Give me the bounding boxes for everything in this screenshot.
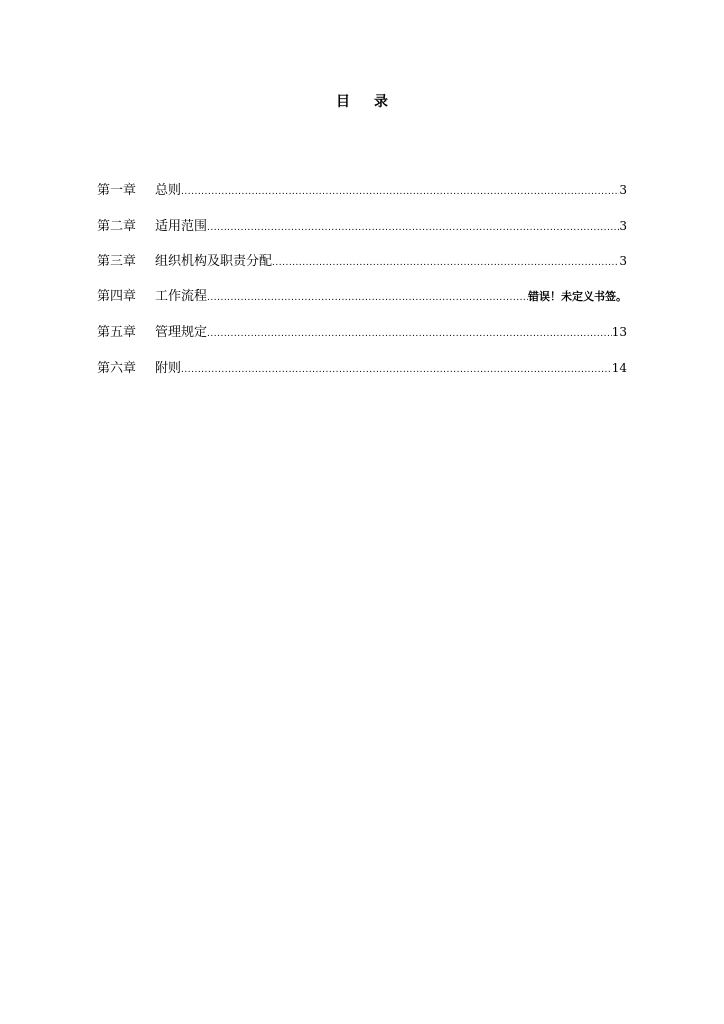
toc-chapter-number: 第五章 xyxy=(97,325,137,340)
toc-entry-chapter-1[interactable] xyxy=(97,180,627,200)
toc-page-number: 3 xyxy=(619,183,627,197)
toc-dot-leader xyxy=(207,288,528,308)
toc-chapter-title: 总则 xyxy=(155,183,182,198)
toc-title-char-1: 目 xyxy=(336,94,350,110)
toc-chapter-number: 第六章 xyxy=(97,360,137,376)
toc-chapter-title: 附则 xyxy=(155,360,182,376)
toc-dot-leader xyxy=(272,253,619,273)
toc-list xyxy=(97,180,627,393)
toc-entry-chapter-6[interactable] xyxy=(97,358,627,378)
toc-page-number: 3 xyxy=(619,218,627,233)
toc-chapter-number: 第一章 xyxy=(97,183,137,198)
toc-chapter-number: 第三章 xyxy=(97,254,137,269)
toc-entry-chapter-2[interactable] xyxy=(97,216,627,236)
toc-title xyxy=(0,92,724,112)
toc-entry-chapter-3[interactable] xyxy=(97,251,627,271)
toc-dot-leader xyxy=(207,218,619,238)
toc-dot-leader xyxy=(181,182,619,202)
toc-chapter-title: 管理规定 xyxy=(155,325,208,340)
toc-dot-leader xyxy=(207,324,612,344)
toc-chapter-number: 第二章 xyxy=(97,218,137,234)
toc-chapter-title: 组织机构及职责分配 xyxy=(155,254,273,269)
toc-entry-chapter-5[interactable] xyxy=(97,322,627,342)
toc-chapter-title: 适用范围 xyxy=(155,218,208,234)
toc-chapter-number: 第四章 xyxy=(97,288,137,304)
toc-page-number: 13 xyxy=(611,325,627,339)
toc-page-number: 3 xyxy=(619,254,627,268)
toc-page-error-message: 错误！未定义书签。 xyxy=(528,289,627,303)
toc-dot-leader xyxy=(181,360,612,380)
toc-chapter-title: 工作流程 xyxy=(155,288,208,304)
toc-page-number: 14 xyxy=(611,360,627,375)
toc-title-char-2: 录 xyxy=(374,94,388,110)
toc-entry-chapter-4[interactable] xyxy=(97,287,627,307)
